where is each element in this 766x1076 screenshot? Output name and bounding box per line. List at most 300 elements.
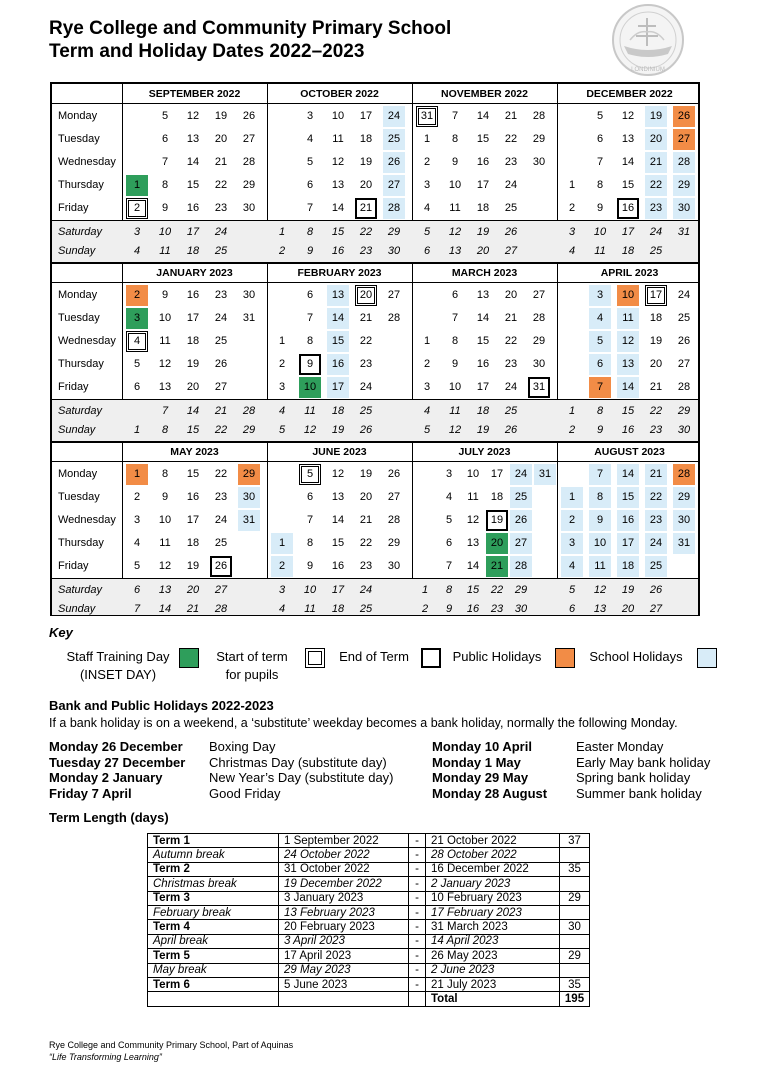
calendar-day: 25 (383, 129, 405, 150)
term-name: Christmas break (148, 877, 279, 891)
calendar-weekend-day: 7 (161, 405, 169, 417)
calendar-day: 2 (126, 285, 148, 306)
term-start: 5 June 2023 (279, 977, 409, 991)
calendar-weekend-day: 7 (133, 603, 141, 615)
calendar-day: 1 (278, 335, 286, 347)
calendar-weekend-day: 13 (448, 245, 462, 257)
calendar-day: 14 (186, 156, 200, 168)
calendar-day: 16 (476, 358, 490, 370)
calendar-weekend-day: 9 (306, 245, 314, 257)
calendar-weekend-day: 24 (214, 226, 228, 238)
calendar-day: 17 (186, 312, 200, 324)
calendar-day: 5 (445, 514, 453, 526)
key-title: Key (49, 625, 73, 640)
weekend-label: Saturday (58, 226, 103, 238)
calendar-day: 20 (355, 285, 377, 306)
calendar-day: 14 (476, 110, 490, 122)
school-name: Rye College and Community Primary School (49, 18, 452, 39)
calendar-weekend-day: 28 (214, 603, 228, 615)
calendar-day: 9 (596, 202, 604, 214)
calendar-day: 13 (327, 285, 349, 306)
calendar-day: 13 (621, 133, 635, 145)
calendar-weekend-day: 15 (331, 226, 345, 238)
calendar-day: 17 (490, 468, 504, 480)
term-end: 26 May 2023 (426, 949, 560, 963)
total-label: Total (426, 992, 560, 1006)
calendar-day: 13 (331, 491, 345, 503)
key-start-swatch (305, 648, 325, 668)
calendar-weekend-day: 10 (303, 584, 317, 596)
calendar-day: 29 (673, 175, 695, 196)
calendar-weekend-day: 5 (423, 424, 431, 436)
calendar-day: 8 (161, 179, 169, 191)
calendar-day: 28 (677, 381, 691, 393)
calendar-day: 1 (423, 335, 431, 347)
calendar-weekend-day: 15 (186, 424, 200, 436)
calendar-day: 21 (355, 198, 377, 219)
calendar-day: 14 (617, 377, 639, 398)
calendar-day: 1 (126, 464, 148, 485)
term-name: Term 1 (148, 834, 279, 848)
month-heading: NOVEMBER 2022 (441, 88, 528, 100)
calendar-day: 19 (186, 560, 200, 572)
calendar-day: 5 (596, 110, 604, 122)
calendar-day: 29 (242, 179, 256, 191)
weekday-label: Wednesday (58, 514, 116, 526)
calendar-day: 11 (159, 335, 171, 347)
calendar-day: 27 (383, 175, 405, 196)
calendar-day: 26 (210, 556, 232, 577)
calendar-day: 17 (327, 377, 349, 398)
weekend-label: Sunday (58, 603, 96, 615)
calendar-day: 16 (186, 491, 200, 503)
term-days (560, 934, 590, 948)
calendar-day: 31 (242, 312, 256, 324)
calendar-day: 4 (561, 556, 583, 577)
calendar-day: 18 (186, 335, 200, 347)
calendar-day: 10 (448, 179, 462, 191)
key-end-label: End of Term (339, 649, 409, 664)
calendar-day: 7 (589, 377, 611, 398)
calendar-day: 24 (214, 514, 228, 526)
term-dash: - (409, 920, 426, 934)
calendar-day: 6 (161, 133, 169, 145)
calendar-day: 1 (126, 175, 148, 196)
term-dash: - (409, 877, 426, 891)
calendar-day: 28 (532, 312, 546, 324)
calendar-day: 10 (448, 381, 462, 393)
calendar-weekend-day: 1 (278, 226, 286, 238)
calendar-day: 6 (306, 491, 314, 503)
calendar-day: 19 (359, 156, 373, 168)
calendar-day: 29 (387, 537, 401, 549)
calendar-weekend-day: 12 (593, 584, 607, 596)
calendar-day: 20 (214, 133, 228, 145)
calendar-day: 24 (214, 312, 228, 324)
calendar-day: 29 (238, 464, 260, 485)
term-name: February break (148, 905, 279, 919)
calendar-day: 18 (186, 537, 200, 549)
calendar-day: 29 (532, 335, 546, 347)
calendar-day: 2 (271, 556, 293, 577)
calendar-day: 25 (214, 335, 228, 347)
calendar-day: 24 (504, 179, 518, 191)
calendar-weekend-day: 11 (304, 603, 316, 615)
calendar-day: 26 (214, 358, 228, 370)
term-start: 24 October 2022 (279, 848, 409, 862)
term-days: 29 (560, 949, 590, 963)
calendar-weekend-day: 6 (568, 603, 576, 615)
calendar-day: 28 (673, 152, 695, 173)
calendar-day: 15 (186, 468, 200, 480)
calendar-day: 15 (327, 331, 349, 352)
calendar-day: 5 (161, 110, 169, 122)
term-name: Term 5 (148, 949, 279, 963)
calendar-day: 13 (476, 289, 490, 301)
calendar-day: 10 (466, 468, 480, 480)
calendar-day: 26 (387, 468, 401, 480)
calendar-day: 20 (186, 381, 200, 393)
calendar-day: 14 (331, 202, 345, 214)
bank-holidays-note: If a bank holiday is on a weekend, a ‘substitute’ weekday becomes a bank holiday, normally the following Monday. (49, 716, 678, 730)
calendar-day: 18 (617, 556, 639, 577)
key-public-swatch (555, 648, 575, 668)
calendar-day: 2 (568, 202, 576, 214)
calendar-weekend-day: 11 (304, 405, 316, 417)
calendar-day: 9 (161, 491, 169, 503)
calendar-weekend-day: 26 (359, 424, 373, 436)
calendar-weekend-day: 4 (278, 603, 286, 615)
calendar-weekend-day: 18 (186, 245, 200, 257)
key-school-swatch (697, 648, 717, 668)
month-header-divider (52, 103, 698, 104)
calendar-weekend-day: 19 (331, 424, 345, 436)
calendar-day: 2 (561, 510, 583, 531)
calendar-day: 26 (673, 106, 695, 127)
calendar-day: 23 (214, 202, 228, 214)
calendar-day: 22 (214, 468, 228, 480)
calendar-weekend-day: 20 (186, 584, 200, 596)
calendar-day: 27 (387, 289, 401, 301)
calendar-weekend-day: 13 (158, 584, 172, 596)
weekday-label: Friday (58, 381, 89, 393)
calendar-weekend-day: 5 (278, 424, 286, 436)
term-dash: - (409, 848, 426, 862)
calendar-day: 18 (359, 133, 373, 145)
calendar-weekend-day: 3 (133, 226, 141, 238)
footer-organisation: Rye College and Community Primary School, Part of Aquinas (49, 1040, 294, 1050)
calendar-day: 22 (359, 537, 373, 549)
term-days (560, 848, 590, 862)
calendar-weekend-day: 29 (677, 405, 691, 417)
calendar-day: 28 (242, 156, 256, 168)
calendar-day: 3 (561, 533, 583, 554)
term-start: 29 May 2023 (279, 963, 409, 977)
term-row (148, 963, 590, 977)
term-name: Term 2 (148, 862, 279, 876)
calendar-day: 6 (596, 133, 604, 145)
calendar-day: 26 (383, 152, 405, 173)
month-heading: DECEMBER 2022 (586, 88, 673, 100)
calendar-day: 18 (649, 312, 663, 324)
calendar-weekend-day: 10 (593, 226, 607, 238)
calendar-day: 3 (133, 514, 141, 526)
calendar-day: 15 (331, 537, 345, 549)
calendar-day: 17 (645, 285, 667, 306)
term-dash: - (409, 862, 426, 876)
calendar-day: 20 (486, 533, 508, 554)
calendar-day: 16 (617, 510, 639, 531)
calendar-day: 7 (306, 514, 314, 526)
calendar-weekend-day: 27 (504, 245, 518, 257)
calendar-day: 20 (645, 129, 667, 150)
calendar-day: 15 (476, 133, 490, 145)
calendar-day: 30 (532, 358, 546, 370)
calendar-weekend-day: 26 (649, 584, 663, 596)
term-end: 10 February 2023 (426, 891, 560, 905)
term-name: Term 4 (148, 920, 279, 934)
bank-holiday-date: Tuesday 27 December (49, 755, 186, 770)
calendar-day: 10 (158, 312, 172, 324)
term-start (279, 992, 409, 1006)
calendar-weekend-day: 19 (476, 226, 490, 238)
calendar-day: 19 (486, 510, 508, 531)
term-days: 37 (560, 834, 590, 848)
calendar-weekend-day: 12 (448, 226, 462, 238)
calendar-block-divider (52, 262, 698, 264)
calendar-weekend-day: 5 (568, 584, 576, 596)
calendar-weekend-day: 18 (621, 245, 635, 257)
term-name (148, 992, 279, 1006)
calendar-day: 12 (331, 468, 345, 480)
calendar-day: 5 (133, 560, 141, 572)
key-start-label: Start of term for pupils (216, 649, 288, 682)
calendar-day: 5 (133, 358, 141, 370)
document-subtitle: Term and Holiday Dates 2022–2023 (49, 41, 365, 62)
term-row (148, 877, 590, 891)
bank-holiday-date: Monday 1 May (432, 755, 521, 770)
calendar-day: 2 (278, 358, 286, 370)
calendar-weekend-day: 6 (133, 584, 141, 596)
calendar-day: 30 (673, 510, 695, 531)
calendar-weekend-day: 29 (514, 584, 528, 596)
calendar-day: 23 (214, 491, 228, 503)
calendar-day: 13 (617, 354, 639, 375)
bank-holiday-name: Christmas Day (substitute day) (209, 755, 387, 770)
calendar-day: 28 (673, 464, 695, 485)
calendar-day: 27 (242, 133, 256, 145)
calendar-day: 16 (476, 156, 490, 168)
svg-text:LONDINIUM: LONDINIUM (631, 67, 665, 73)
calendar-day: 29 (673, 487, 695, 508)
bank-holiday-date: Monday 2 January (49, 770, 163, 785)
calendar-weekend-day: 22 (649, 405, 663, 417)
calendar-day: 12 (158, 358, 172, 370)
term-days: 35 (560, 977, 590, 991)
term-name: Term 3 (148, 891, 279, 905)
weekday-label: Thursday (58, 358, 104, 370)
calendar-day: 23 (214, 289, 228, 301)
bank-holiday-date: Monday 26 December (49, 739, 183, 754)
calendar-day: 14 (331, 514, 345, 526)
bank-holiday-date: Monday 10 April (432, 739, 532, 754)
month-header-divider (52, 282, 698, 283)
calendar-day: 15 (617, 487, 639, 508)
calendar-day: 13 (331, 179, 345, 191)
calendar-weekend-day: 11 (159, 245, 171, 257)
calendar-day: 28 (387, 514, 401, 526)
term-row (148, 891, 590, 905)
calendar-day: 4 (423, 202, 431, 214)
calendar-day: 22 (504, 335, 518, 347)
calendar-day: 3 (306, 110, 314, 122)
calendar-weekend-day: 31 (677, 226, 691, 238)
term-dash: - (409, 949, 426, 963)
calendar-day: 20 (359, 491, 373, 503)
calendar-day: 28 (383, 198, 405, 219)
month-heading: APRIL 2023 (600, 267, 659, 279)
term-row (148, 834, 590, 848)
calendar-day: 21 (504, 312, 518, 324)
calendar-day: 7 (306, 312, 314, 324)
weekday-label: Monday (58, 289, 98, 301)
calendar-weekend-day: 8 (161, 424, 169, 436)
calendar-day: 14 (466, 560, 480, 572)
calendar-day: 6 (306, 289, 314, 301)
weekday-label: Friday (58, 560, 89, 572)
calendar-weekend-day: 2 (421, 603, 429, 615)
calendar-day: 17 (186, 514, 200, 526)
calendar-day: 24 (645, 533, 667, 554)
calendar-day: 21 (504, 110, 518, 122)
calendar-day: 23 (504, 156, 518, 168)
calendar-day: 9 (306, 560, 314, 572)
calendar-weekend-day: 23 (359, 245, 373, 257)
calendar-day: 1 (271, 533, 293, 554)
calendar-weekend-day: 10 (158, 226, 172, 238)
calendar-day: 8 (306, 335, 314, 347)
footer-motto: “Life Transforming Learning” (49, 1052, 162, 1062)
calendar-day: 3 (423, 179, 431, 191)
calendar-day: 30 (387, 560, 401, 572)
calendar-weekend-day: 1 (568, 405, 576, 417)
calendar-weekend-day: 17 (186, 226, 200, 238)
term-dash: - (409, 977, 426, 991)
calendar-day: 31 (416, 106, 438, 127)
calendar-day: 9 (161, 202, 169, 214)
calendar-weekend-day: 14 (186, 405, 200, 417)
calendar-day: 27 (677, 358, 691, 370)
calendar-day: 28 (532, 110, 546, 122)
calendar-day: 25 (214, 537, 228, 549)
calendar-weekend-day: 27 (649, 603, 663, 615)
school-seal-logo (606, 2, 690, 78)
weekday-label: Thursday (58, 537, 104, 549)
calendar-day: 23 (645, 510, 667, 531)
calendar-day: 26 (242, 110, 256, 122)
calendar-day: 9 (451, 156, 459, 168)
calendar-day: 8 (451, 335, 459, 347)
calendar-day: 17 (476, 381, 490, 393)
bank-holiday-date: Friday 7 April (49, 786, 132, 801)
month-heading: MAY 2023 (170, 446, 219, 458)
calendar-day: 21 (359, 514, 373, 526)
bank-holiday-name: Boxing Day (209, 739, 276, 754)
bank-holiday-date: Monday 29 May (432, 770, 529, 785)
calendar-block-divider (52, 441, 698, 443)
calendar-day: 13 (186, 133, 200, 145)
term-start: 3 January 2023 (279, 891, 409, 905)
calendar-weekend-day: 12 (303, 424, 317, 436)
key-school-label: School Holidays (589, 649, 683, 664)
calendar-day: 6 (445, 537, 453, 549)
calendar-day: 30 (242, 289, 256, 301)
term-start: 13 February 2023 (279, 905, 409, 919)
calendar-day: 5 (306, 156, 314, 168)
calendar-day: 23 (359, 560, 373, 572)
calendar-weekend-day: 29 (387, 226, 401, 238)
calendar-day: 16 (186, 202, 200, 214)
weekday-label: Tuesday (58, 133, 100, 145)
calendar-day: 21 (359, 312, 373, 324)
calendar-weekend-day: 11 (594, 245, 606, 257)
calendar-day: 14 (617, 464, 639, 485)
term-length-title: Term Length (days) (49, 810, 169, 825)
calendar-day: 9 (589, 510, 611, 531)
term-end: 17 February 2023 (426, 905, 560, 919)
calendar-day: 27 (510, 533, 532, 554)
term-start: 19 December 2022 (279, 877, 409, 891)
calendar-weekend-day: 23 (649, 424, 663, 436)
calendar-day: 22 (645, 487, 667, 508)
term-end: 2 January 2023 (426, 877, 560, 891)
bank-holiday-name: New Year’s Day (substitute day) (209, 770, 394, 785)
calendar-day: 19 (214, 110, 228, 122)
calendar-day: 31 (528, 377, 550, 398)
calendar-day: 13 (466, 537, 480, 549)
calendar-weekend-day: 12 (448, 424, 462, 436)
term-name: Autumn break (148, 848, 279, 862)
calendar-day: 25 (504, 202, 518, 214)
calendar-weekend-day: 14 (158, 603, 172, 615)
calendar-day: 31 (673, 533, 695, 554)
weekday-label: Monday (58, 110, 98, 122)
calendar-day: 2 (423, 156, 431, 168)
calendar-day: 28 (510, 556, 532, 577)
calendar-day: 25 (645, 556, 667, 577)
calendar-day: 21 (649, 381, 663, 393)
calendar-weekend-day: 8 (306, 226, 314, 238)
calendar-weekend-day: 8 (445, 584, 453, 596)
calendar-day: 5 (589, 331, 611, 352)
weekday-label: Monday (58, 468, 98, 480)
calendar-day: 15 (621, 179, 635, 191)
bank-holiday-name: Good Friday (209, 786, 281, 801)
calendar-day: 8 (306, 537, 314, 549)
calendar-day: 14 (621, 156, 635, 168)
calendar-weekend-day: 19 (476, 424, 490, 436)
calendar-day: 7 (451, 312, 459, 324)
term-row (148, 920, 590, 934)
calendar-day: 21 (645, 464, 667, 485)
term-row (148, 848, 590, 862)
weekday-label: Wednesday (58, 335, 116, 347)
calendar-weekend-day: 18 (476, 405, 490, 417)
calendar-column-divider (122, 84, 123, 614)
calendar-column-divider (557, 84, 558, 614)
calendar-weekend-day: 15 (621, 405, 635, 417)
term-end: 16 December 2022 (426, 862, 560, 876)
